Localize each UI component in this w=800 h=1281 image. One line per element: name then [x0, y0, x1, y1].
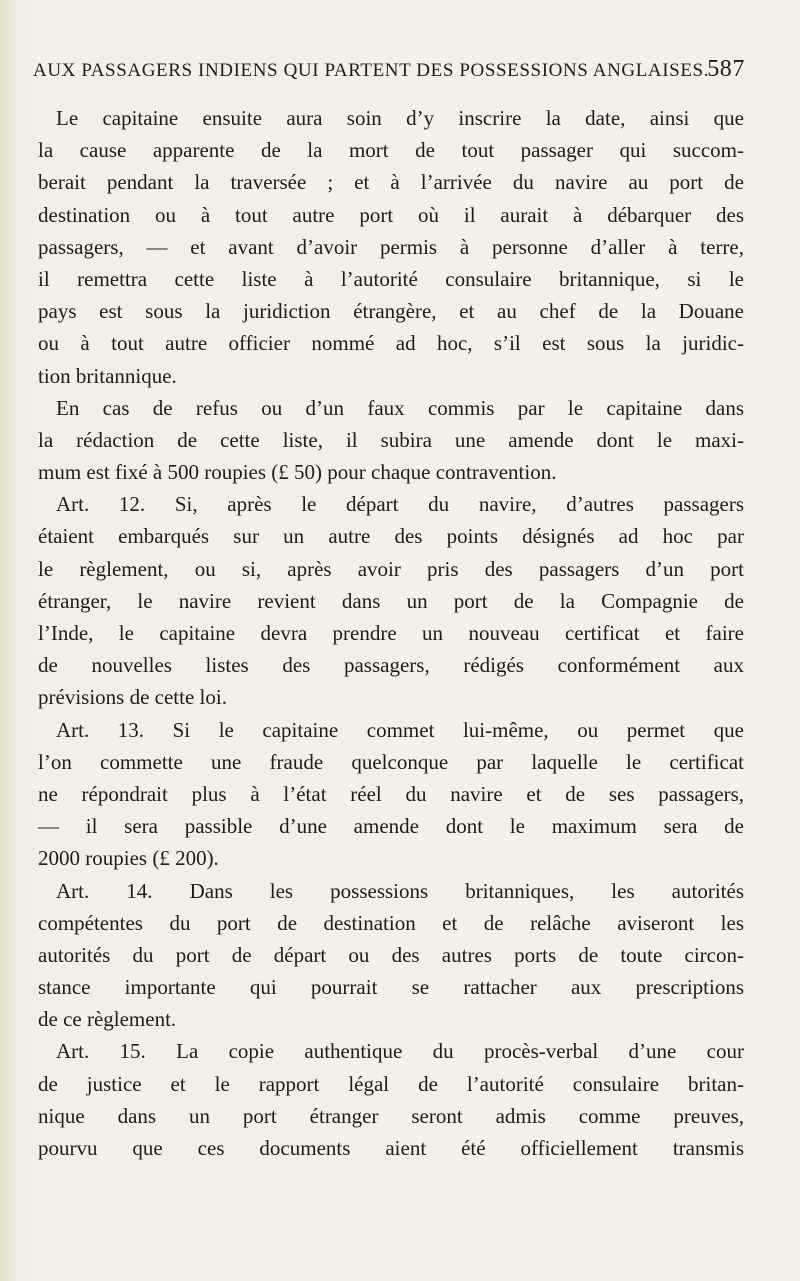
text-line: compétentes du port de destination et de relâche aviseront les: [38, 910, 744, 935]
text-line: la cause apparente de la mort de tout passager qui succom-: [38, 138, 744, 163]
text-line: berait pendant la traversée ; et à l’arrivée du navire au port de: [38, 170, 744, 195]
text-line: la rédaction de cette liste, il subira une amende dont le maxi-: [38, 427, 744, 452]
text-line: Art. 12. Si, après le départ du navire, d’autres passagers: [56, 492, 744, 517]
text-line: l’on commette une fraude quelconque par laquelle le certificat: [38, 749, 744, 774]
text-line: étaient embarqués sur un autre des points désignés ad hoc par: [38, 524, 744, 549]
text-line: de ce règlement.: [38, 1007, 177, 1032]
text-line: de nouvelles listes des passagers, rédigés conformément aux: [38, 653, 744, 678]
page-number: 587: [707, 56, 745, 82]
text-line: — il sera passible d’une amende dont le maximum sera de: [38, 814, 744, 839]
body-text: [38, 102, 744, 1164]
page-header: [33, 56, 745, 90]
text-line: prévisions de cette loi.: [38, 685, 227, 710]
text-line: il remettra cette liste à l’autorité consulaire britannique, si le: [38, 266, 744, 291]
text-line: de justice et le rapport légal de l’autorité consulaire britan-: [38, 1071, 744, 1096]
text-line: ne répondrait plus à l’état réel du navire et de ses passagers,: [38, 781, 744, 806]
text-line: tion britannique.: [38, 363, 177, 388]
text-line: stance importante qui pourrait se rattacher aux prescriptions: [38, 975, 744, 1000]
text-line: ou à tout autre officier nommé ad hoc, s’il est sous la juridic-: [38, 331, 744, 356]
text-line: pourvu que ces documents aient été officiellement transmis: [38, 1136, 744, 1160]
text-line: Le capitaine ensuite aura soin d’y inscrire la date, ainsi que: [56, 106, 744, 130]
text-line: destination ou à tout autre port où il aurait à débarquer des: [38, 202, 744, 227]
running-title: AUX PASSAGERS INDIENS QUI PARTENT DES POSSESSIONS ANGLAISES.: [33, 60, 710, 81]
text-line: autorités du port de départ ou des autres ports de toute circon-: [38, 942, 744, 967]
text-line: Art. 13. Si le capitaine commet lui-même, ou permet que: [56, 717, 744, 742]
text-line: passagers, — et avant d’avoir permis à personne d’aller à terre,: [38, 234, 744, 259]
text-line: Art. 14. Dans les possessions britanniques, les autorités: [56, 878, 744, 903]
text-line: En cas de refus ou d’un faux commis par le capitaine dans: [56, 395, 744, 420]
binding-gutter: [0, 0, 10, 1281]
text-line: nique dans un port étranger seront admis comme preuves,: [38, 1103, 744, 1128]
text-line: pays est sous la juridiction étrangère, et au chef de la Douane: [38, 299, 744, 324]
text-line: 2000 roupies (£ 200).: [38, 846, 219, 871]
text-line: étranger, le navire revient dans un port de la Compagnie de: [38, 588, 744, 613]
text-line: Art. 15. La copie authentique du procès-verbal d’une cour: [56, 1039, 744, 1064]
text-line: l’Inde, le capitaine devra prendre un nouveau certificat et faire: [38, 621, 744, 645]
text-line: mum est fixé à 500 roupies (£ 50) pour chaque contravention.: [38, 460, 557, 485]
text-line: le règlement, ou si, après avoir pris des passagers d’un port: [38, 556, 744, 581]
